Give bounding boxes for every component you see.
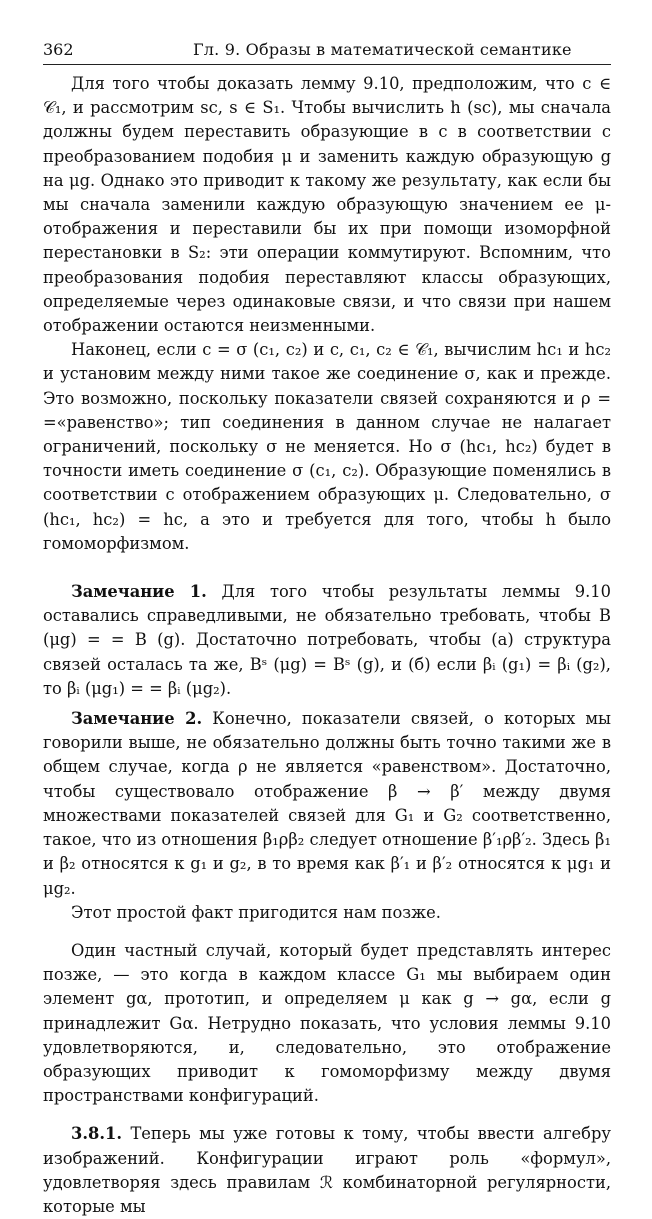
paragraph-proof-end: Наконец, если c = σ (c₁, c₂) и c, c₁, c₂ ∈ 𝒞₁, вычислим hc₁ и hc₂ и установим между ними такое же соединение σ, как и прежде. Это возможно, поскольку показатели связей сохраняются и ρ = =«равенство»; тип соединения в данном случае не налагает ограничений, поскольку σ не меняется. Но σ (hc₁, hc₂) будет в точности иметь соединение σ (c₁, c₂). Образующие поменялись в соответствии с отображением образующих μ. Следовательно, σ (hc₁, hc₂) = hc, а это и требуется для того, чтобы h было гомоморфизмом.	[43, 340, 611, 553]
section-3-8-1	[43, 1122, 611, 1219]
paragraph-special-case: Один частный случай, который будет представлять интерес позже, — это когда в каждом классе G₁ мы выбираем один элемент gα, прототип, и определяем μ как g → gα, если g принадлежит Gα. Нетрудно показать, что условия леммы 9.10 удовлетворяются, и, следовательно, это отображение образующих приводит к гомоморфизму между двумя пространствами конфигураций.	[43, 940, 611, 1106]
running-title: Гл. 9. Образы в математической семантике	[193, 40, 572, 59]
page-number: 362	[43, 40, 74, 59]
remark-2-text: Конечно, показатели связей, о которых мы говорили выше, не обязательно должны быть точно такими же в общем случае, когда ρ не является «равенством». Достаточно, чтобы существовало отображение β → β′ между двумя множествами показателей связей для G₁ и G₂ соответственно, такое, что из отношения β₁ρβ₂ следует отношение β′₁ρβ′₂. Здесь β₁ и β₂ относятся к g₁ и g₂, в то время как β′₁ и β′₂ относятся к μg₁ и μg₂.	[43, 709, 611, 898]
remark-2	[43, 707, 611, 901]
section-number: 3.8.1.	[71, 1124, 122, 1144]
remark-1-label: Замечание 1.	[71, 582, 207, 602]
running-header	[43, 40, 611, 65]
remark-1	[43, 580, 611, 701]
paragraph-proof-start: Для того чтобы доказать лемму 9.10, предположим, что c ∈ 𝒞₁, и рассмотрим sc, s ∈ S₁. Чтобы вычислить h (sc), мы сначала должны будем переставить образующие в c в соответствии с преобразованием подобия μ и заменить каждую образующую g на μg. Однако это приводит к такому же результату, как если бы мы сначала заменили каждую образующую значением ее μ-отображения и переставили бы их при помощи изоморфной перестановки в S₂: эти операции коммутируют. Вспомним, что преобразования подобия переставляют классы образующих, определяемые через одинаковые связи, и что связи при нашем отображении остаются неизменными.	[43, 74, 611, 336]
page-body	[43, 72, 611, 1219]
remark-1-text: Для того чтобы результаты леммы 9.10 оставались справедливыми, не обязательно требовать, чтобы B (μg) = = B (g). Достаточно потребовать, чтобы (а) структура связей осталась та же, Bˢ (μg) = Bˢ (g), и (б) если βᵢ (g₁) = βᵢ (g₂), то βᵢ (μg₁) = = βᵢ (μg₂).	[43, 582, 611, 698]
remark-2-label: Замечание 2.	[71, 709, 203, 729]
section-text: Теперь мы уже готовы к тому, чтобы ввести алгебру изображений. Конфигурации играют роль «формул», удовлетворяя здесь правилам ℛ комбинаторной регулярности, которые мы	[43, 1124, 611, 1216]
paragraph-simple-fact: Этот простой факт пригодится нам позже.	[71, 902, 441, 922]
